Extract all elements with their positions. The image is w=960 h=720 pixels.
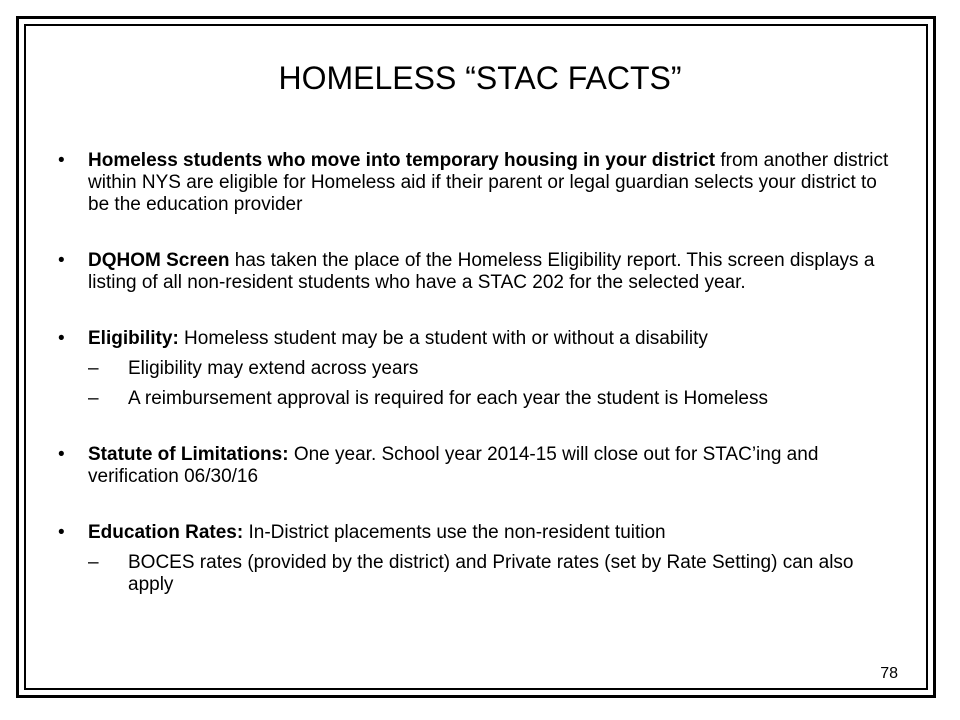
bullet-bold: Education Rates: [88,522,244,543]
sub-bullet-dash: – [88,388,99,409]
bullet-dqhom-screen [58,250,894,294]
bullet-dot: • [58,150,65,171]
page-number: 78 [880,665,898,682]
bullet-homeless-students [58,150,894,216]
bullet-dot: • [58,250,65,271]
bullet-bold: Statute of Limitations: [88,444,289,465]
sub-bullet-reimbursement [58,388,894,410]
bullet-statute-of-limitations [58,444,894,488]
bullet-text: Homeless student may be a student with or without a disability [178,328,708,349]
slide-content [58,150,894,596]
sub-bullet-dash: – [88,358,99,379]
bullet-bold: DQHOM Screen [88,250,230,271]
bullet-dot: • [58,444,65,465]
bullet-text: One year. School year 2014-15 will close out for STAC’ing and verification 06/30/16 [88,444,819,487]
sub-bullet-text: Eligibility may extend across years [128,358,419,379]
sub-bullet-boces-rates [58,552,894,596]
bullet-education-rates [58,522,894,544]
bullet-eligibility [58,328,894,350]
sub-bullet-text: BOCES rates (provided by the district) and Private rates (set by Rate Setting) can also apply [128,552,854,595]
bullet-dot: • [58,522,65,543]
bullet-text: has taken the place of the Homeless Eligibility report. This screen displays a listing of all non-resident students who have a STAC 202 for the selected year. [88,250,875,293]
slide-title: HOMELESS “STAC FACTS” [278,60,682,96]
bullet-text: from another district within NYS are eligible for Homeless aid if their parent or legal guardian selects your district to be the education provider [88,150,889,215]
bullet-text: In-District placements use the non-resident tuition [243,522,666,543]
bullet-bold: Eligibility: [88,328,179,349]
sub-bullet-text: A reimbursement approval is required for each year the student is Homeless [128,388,768,409]
sub-bullet-across-years [58,358,894,380]
sub-bullet-dash: – [88,552,99,573]
bullet-dot: • [58,328,65,349]
bullet-bold: Homeless students who move into temporary housing in your district [88,150,716,171]
